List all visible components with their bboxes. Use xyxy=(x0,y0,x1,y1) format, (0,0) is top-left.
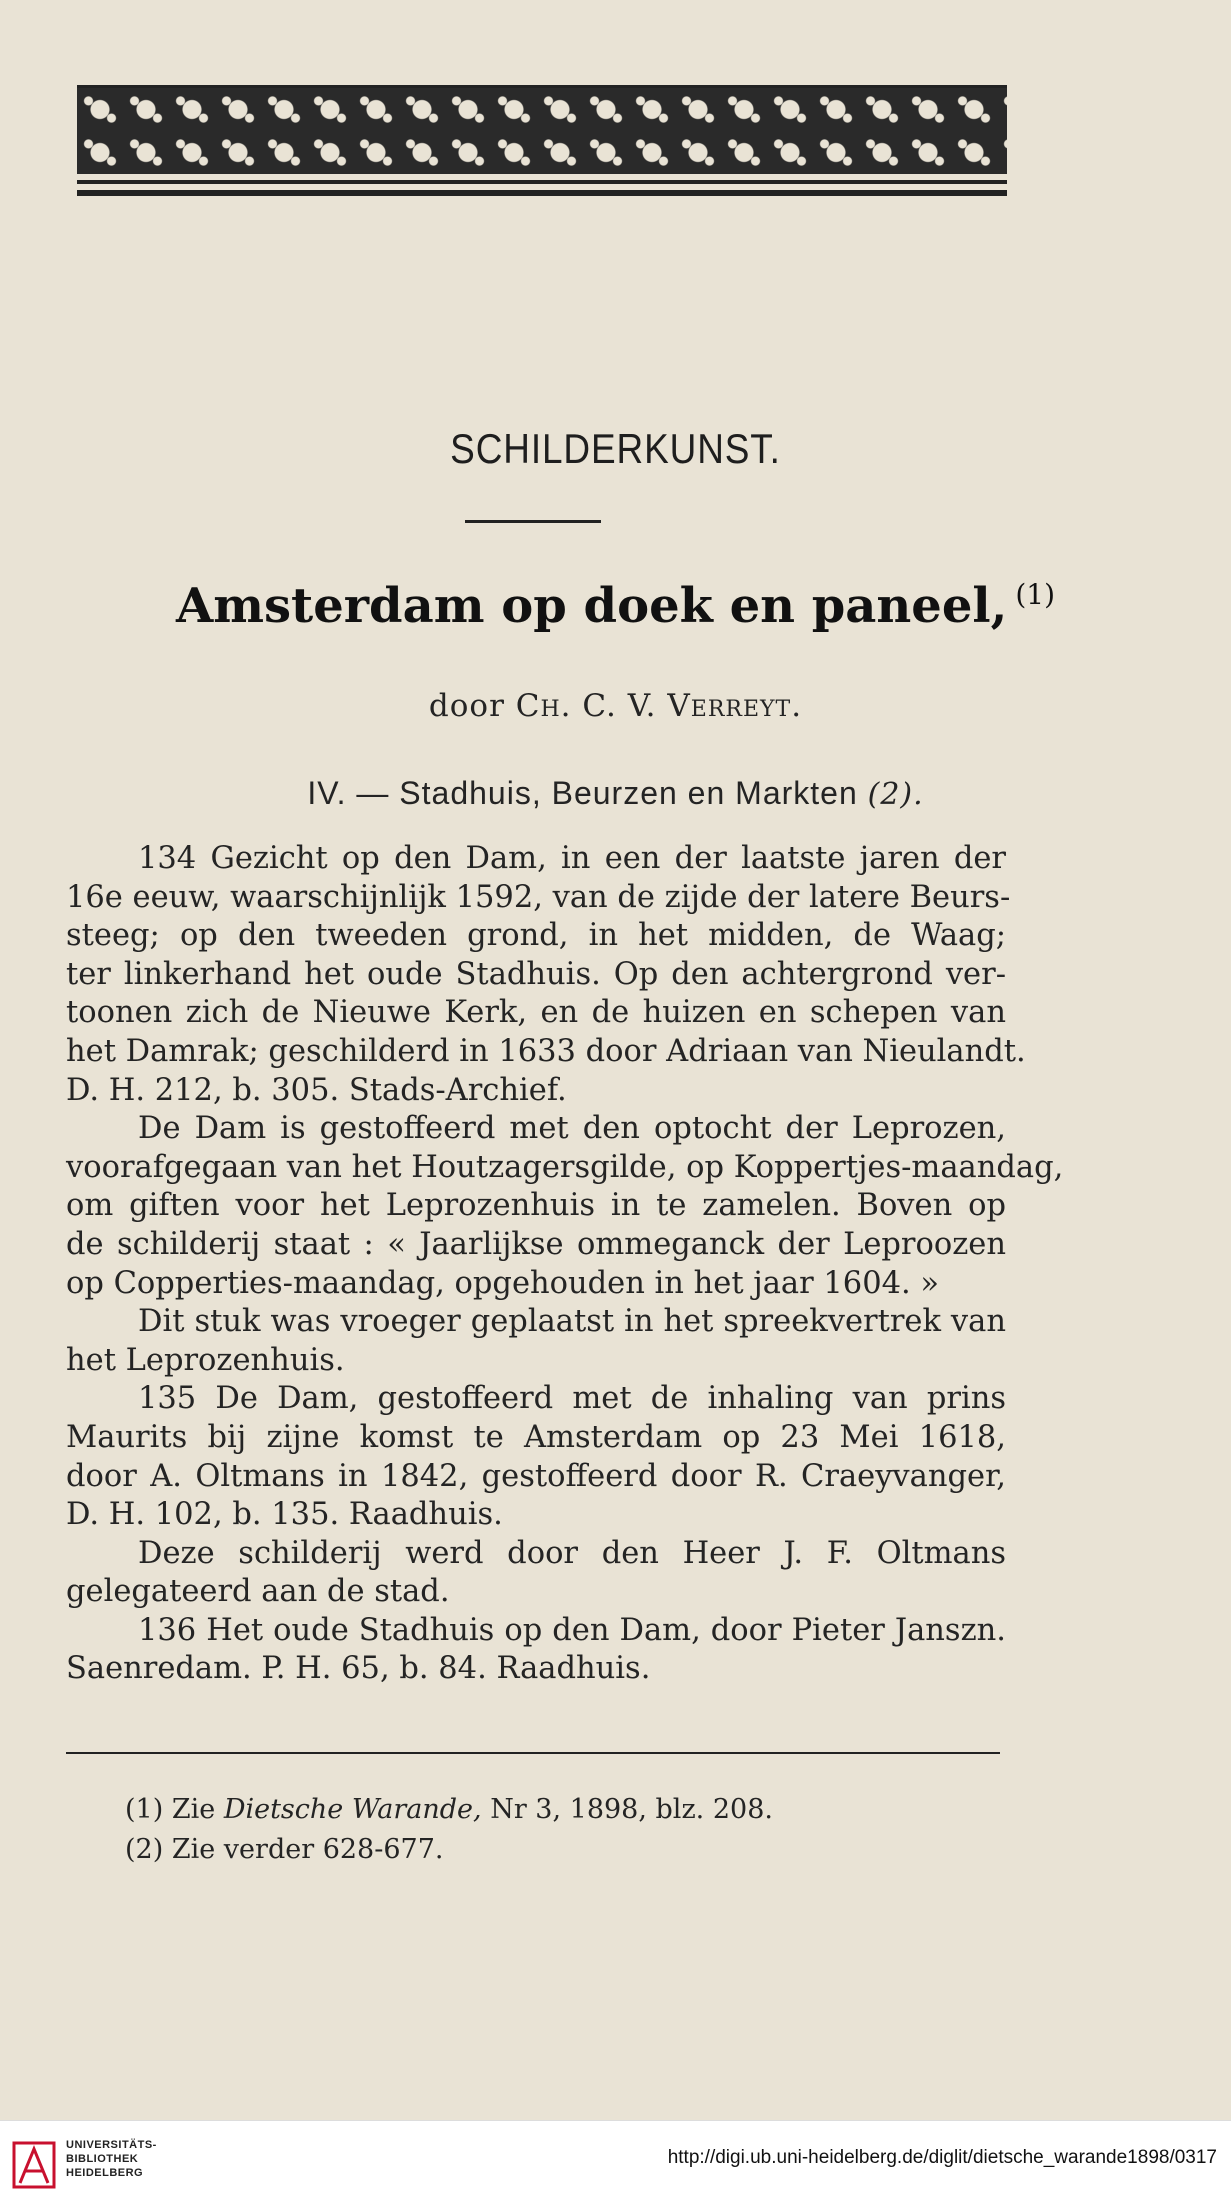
digital-object-url[interactable]: http://digi.ub.uni-heidelberg.de/diglit/dietsche_warande1898/0317 xyxy=(667,2147,1217,2168)
footnote-1-marker: (1) xyxy=(125,1794,164,1825)
library-name xyxy=(66,2138,157,2180)
text-line: Saenredam. P. H. 65, b. 84. Raadhuis. xyxy=(66,1651,651,1687)
text-line: het Leprozenhuis. xyxy=(66,1342,345,1378)
paragraph xyxy=(66,1110,1064,1303)
text-line: steeg; op den tweeden grond, in het midden, de Waag; xyxy=(66,918,1006,954)
text-line: Maurits bij zijne komst te Amsterdam op 23 Mei 1618, xyxy=(66,1419,1006,1455)
text-line: 135 De Dam, gestoffeerd met de inhaling van prins xyxy=(138,1381,1006,1417)
byline-author: Ch. C. V. Verreyt. xyxy=(515,688,803,724)
footnotes xyxy=(125,1790,773,1870)
paragraph xyxy=(66,1380,1006,1534)
library-name-line-2: BIBLIOTHEK xyxy=(66,2153,139,2165)
text-line: het Damrak; geschilderd in 1633 door Adriaan van Nieulandt. xyxy=(66,1033,1026,1069)
library-name-line-3: HEIDELBERG xyxy=(66,2167,144,2179)
text-line: ter linkerhand het oude Stadhuis. Op den achtergrond ver- xyxy=(66,956,1006,992)
text-line: 134 Gezicht op den Dam, in een der laatste jaren der xyxy=(138,841,1006,876)
article-title xyxy=(0,578,1231,634)
text-line: Dit stuk was vroeger geplaatst in het spreekvertrek van xyxy=(138,1304,1006,1340)
text-line: de schilderij staat : « Jaarlijkse ommeganck der Leproozen xyxy=(66,1226,1006,1262)
footnote-1-prefix: Zie xyxy=(171,1794,216,1825)
text-line: 136 Het oude Stadhuis op den Dam, door Pieter Janszn. xyxy=(138,1612,1006,1648)
text-line: toonen zich de Nieuwe Kerk, en de huizen en schepen van xyxy=(66,995,1006,1031)
ornamental-header-band xyxy=(77,85,1007,174)
footnote-2-text: Zie verder 628-677. xyxy=(171,1834,444,1865)
text-line: voorafgegaan van het Houtzagersgilde, op Koppertjes-maandag, xyxy=(66,1149,1064,1185)
chapter-heading-text: IV. — Stadhuis, Beurzen en Markten xyxy=(307,775,858,811)
library-name-line-1: UNIVERSITÄTS- xyxy=(66,2139,157,2151)
paragraph xyxy=(66,840,1026,1110)
footnote-1-journal: Dietsche Warande, xyxy=(223,1794,482,1825)
footnote-rule xyxy=(66,1752,1000,1754)
footnote-2-marker: (2) xyxy=(125,1834,164,1865)
text-line: 16e eeuw, waarschijnlijk 1592, van de zijde der latere Beurs- xyxy=(66,879,1011,915)
title-divider xyxy=(465,520,601,523)
body-text xyxy=(66,840,1064,1689)
text-line: gelegateerd aan de stad. xyxy=(66,1574,450,1610)
footnote-1 xyxy=(125,1790,773,1830)
paragraph xyxy=(66,1612,1006,1689)
footnote-2 xyxy=(125,1830,773,1870)
text-line: D. H. 212, b. 305. Stads-Archief. xyxy=(66,1072,567,1108)
university-library-logo-icon[interactable] xyxy=(12,2135,56,2195)
article-title-footnote-ref: (1) xyxy=(1015,578,1055,611)
text-line: Deze schilderij werd door den Heer J. F. Oltmans xyxy=(138,1535,1006,1571)
chapter-heading xyxy=(0,775,1231,812)
text-line: om giften voor het Leprozenhuis in te zamelen. Boven op xyxy=(66,1188,1006,1224)
text-line: De Dam is gestoffeerd met den optocht der Leprozen, xyxy=(138,1111,1006,1147)
paragraph xyxy=(66,1303,1006,1380)
article-title-text: Amsterdam op doek en paneel, xyxy=(176,578,1008,634)
text-line: op Copperties-maandag, opgehouden in het jaar 1604. » xyxy=(66,1265,940,1301)
paragraph xyxy=(66,1535,1006,1612)
header-rule-thick xyxy=(77,190,1007,196)
header-rule-thin xyxy=(77,180,1007,184)
text-line: door A. Oltmans in 1842, gestoffeerd door R. Craeyvanger, xyxy=(66,1458,1006,1494)
byline-prefix: door xyxy=(428,688,505,724)
footnote-1-rest: Nr 3, 1898, blz. 208. xyxy=(490,1794,773,1825)
chapter-footnote-ref: (2). xyxy=(867,777,924,812)
section-title: SCHILDERKUNST. xyxy=(450,425,781,472)
byline xyxy=(0,688,1231,724)
text-line: D. H. 102, b. 135. Raadhuis. xyxy=(66,1497,503,1533)
